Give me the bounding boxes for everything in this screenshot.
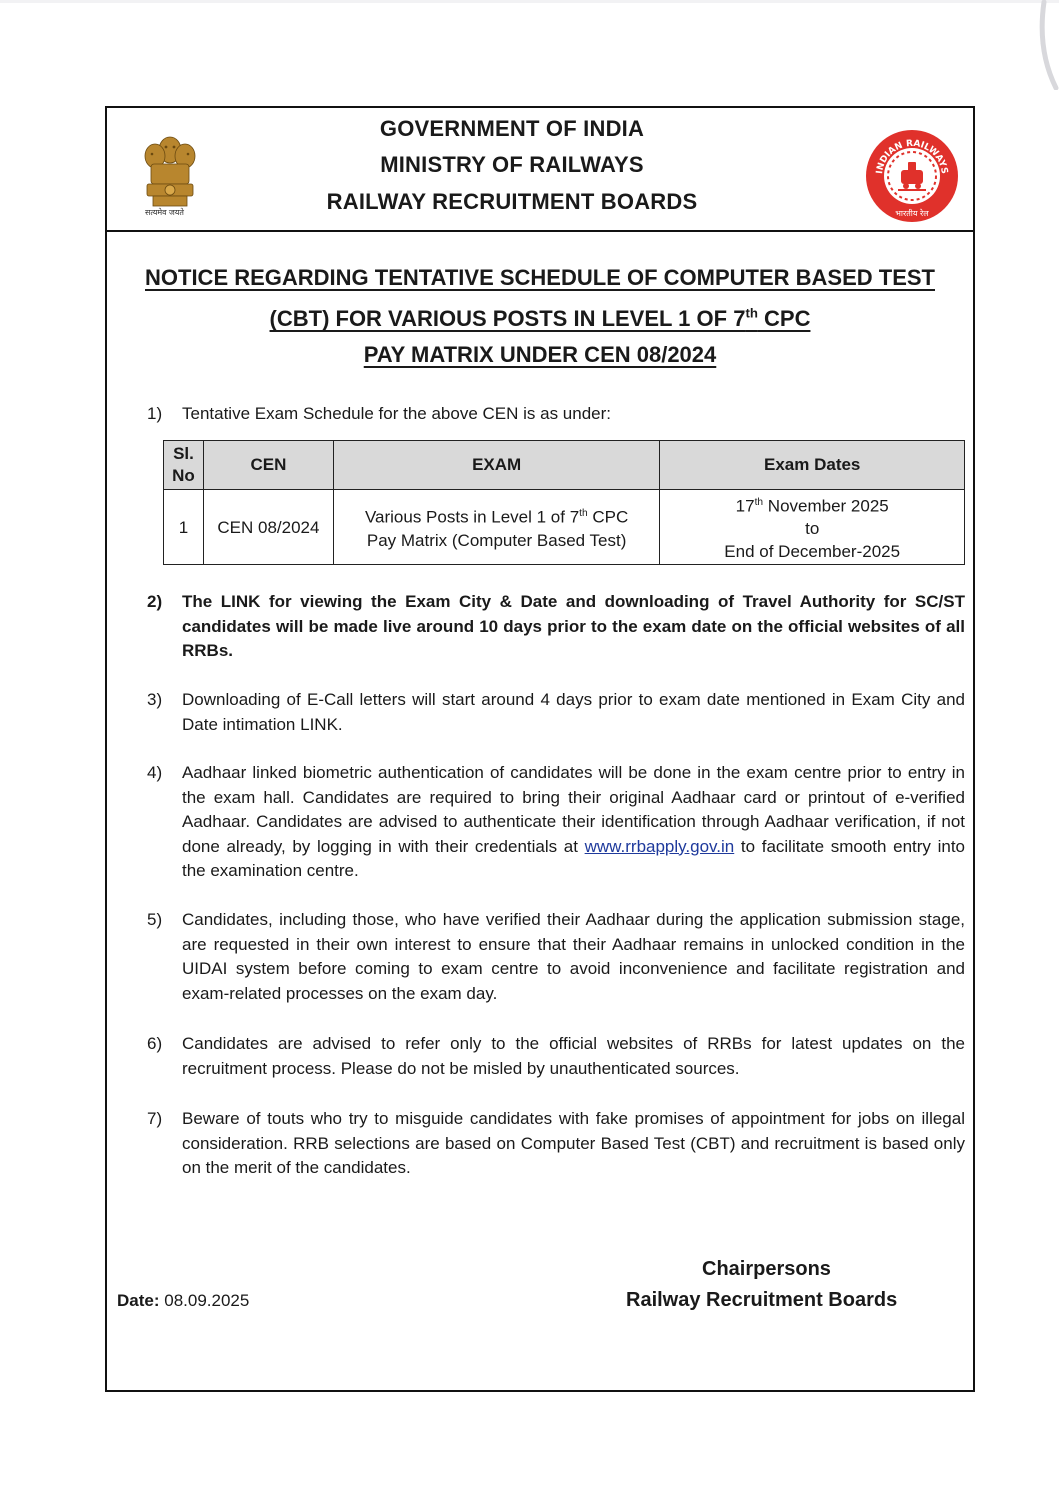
notice-title-line1: NOTICE REGARDING TENTATIVE SCHEDULE OF COMPUTER BASED TEST bbox=[145, 265, 935, 290]
indian-railways-logo-icon bbox=[864, 128, 960, 224]
date-label: Date: bbox=[117, 1291, 160, 1310]
table-header-row bbox=[164, 441, 965, 490]
cell-date-month: November 2025 bbox=[763, 496, 889, 516]
col-header-sl-line1: Sl. bbox=[173, 444, 194, 463]
rrbapply-link[interactable]: www.rrbapply.gov.in bbox=[584, 836, 735, 856]
point-number: 7) bbox=[147, 1109, 163, 1128]
cell-sl: 1 bbox=[164, 490, 204, 565]
page-curl-shadow bbox=[1036, 0, 1059, 90]
point-text-after: to facilitate smooth entry into the examination centre. bbox=[182, 836, 965, 880]
point-number: 3) bbox=[147, 690, 163, 709]
point-text-before: Aadhaar linked biometric authentication of candidates will be done in the exam centre prior to entry in the exam hall. Candidates are required to bring their original Aadhaar card or printout of e-verified Aadhaar. Candidates are advised to authenticate their identification through Aadhaar verification, if not done already, by logging in with their credentials at bbox=[182, 763, 965, 856]
cell-exam-line1: Various Posts in Level 1 of 7 bbox=[364, 507, 580, 527]
notice-title-sup: th bbox=[745, 306, 758, 321]
notice-title-line3: PAY MATRIX UNDER CEN 08/2024 bbox=[363, 342, 717, 368]
point-number: 4) bbox=[147, 763, 163, 782]
emblem-motto: सत्यमेव जयते bbox=[145, 208, 184, 217]
col-header-sl bbox=[164, 441, 204, 490]
signature-title: Chairpersons bbox=[702, 1258, 831, 1280]
point-1 bbox=[147, 402, 965, 427]
point-6 bbox=[147, 1032, 965, 1081]
notice-title-line2 bbox=[270, 306, 811, 331]
cell-exam-line1-suffix: CPC bbox=[587, 507, 629, 527]
date-value: 08.09.2025 bbox=[159, 1291, 250, 1310]
notice-title bbox=[107, 260, 973, 373]
table-row bbox=[164, 490, 965, 565]
cell-exam-sup: th bbox=[579, 508, 588, 520]
cell-exam-line2: Pay Matrix (Computer Based Test) bbox=[366, 530, 627, 550]
point-number: 6) bbox=[147, 1034, 163, 1053]
header-ministry: MINISTRY OF RAILWAYS bbox=[380, 152, 644, 177]
header-boards: RAILWAY RECRUITMENT BOARDS bbox=[326, 189, 698, 214]
col-header-sl-line2: No bbox=[172, 466, 195, 485]
point-text: The LINK for viewing the Exam City & Date and downloading of Travel Authority for SC/ST candidates will be made live around 10 days prior to the exam date on the official websites of all RRBs. bbox=[182, 592, 965, 660]
point-text bbox=[182, 761, 965, 884]
cell-exam bbox=[333, 490, 660, 565]
point-number: 1) bbox=[147, 404, 163, 423]
col-header-cen: CEN bbox=[203, 441, 333, 490]
point-4 bbox=[147, 761, 965, 884]
header-government: GOVERNMENT OF INDIA bbox=[379, 116, 645, 141]
point-text: Tentative Exam Schedule for the above CEN is as under: bbox=[182, 404, 612, 423]
notice-frame bbox=[105, 106, 975, 1392]
notice-date bbox=[117, 1291, 249, 1311]
point-3 bbox=[147, 688, 965, 737]
signature-authority: Railway Recruitment Boards bbox=[626, 1289, 898, 1311]
notice-title-line2-suffix: CPC bbox=[757, 306, 811, 332]
cell-date-day: 17 bbox=[735, 496, 755, 516]
point-text: Candidates, including those, who have verified their Aadhaar during the application submission stage, are requested in their own interest to ensure that their Aadhaar remains in unlocked condition in the UIDAI system before coming to exam centre to avoid inconvenience and facilitate registration and exam-related processes on the exam day. bbox=[182, 910, 965, 1003]
point-2 bbox=[147, 590, 965, 664]
point-7 bbox=[147, 1107, 965, 1181]
notice-title-line2-text: (CBT) FOR VARIOUS POSTS IN LEVEL 1 OF 7 bbox=[269, 306, 746, 332]
cell-cen: CEN 08/2024 bbox=[203, 490, 333, 565]
cell-dates bbox=[660, 490, 965, 565]
railway-logo-text: INDIAN RAILWAYS bbox=[875, 138, 950, 175]
letterhead bbox=[107, 108, 973, 232]
cell-date-to: to bbox=[805, 519, 820, 539]
point-text: Downloading of E-Call letters will start around 4 days prior to exam date mentioned in Exam City and Date intimation LINK. bbox=[182, 690, 965, 734]
page-top-edge bbox=[0, 0, 1059, 3]
point-number: 2) bbox=[147, 592, 163, 611]
col-header-dates: Exam Dates bbox=[660, 441, 965, 490]
cell-date-end: End of December-2025 bbox=[724, 542, 901, 562]
railway-logo-hindi: भारतीय रेल bbox=[895, 209, 929, 218]
point-5 bbox=[147, 908, 965, 1006]
point-number: 5) bbox=[147, 910, 163, 929]
cell-date-sup: th bbox=[754, 496, 764, 508]
point-text: Candidates are advised to refer only to the official websites of RRBs for latest updates on the recruitment process. Please do not be misled by unauthenticated sources. bbox=[182, 1034, 965, 1078]
exam-schedule-table bbox=[163, 440, 965, 565]
col-header-exam: EXAM bbox=[333, 441, 660, 490]
point-text: Beware of touts who try to misguide candidates with fake promises of appointment for jobs on illegal consideration. RRB selections are based on Computer Based Test (CBT) and recruitment is based only on the merit of the candidates. bbox=[182, 1109, 965, 1177]
